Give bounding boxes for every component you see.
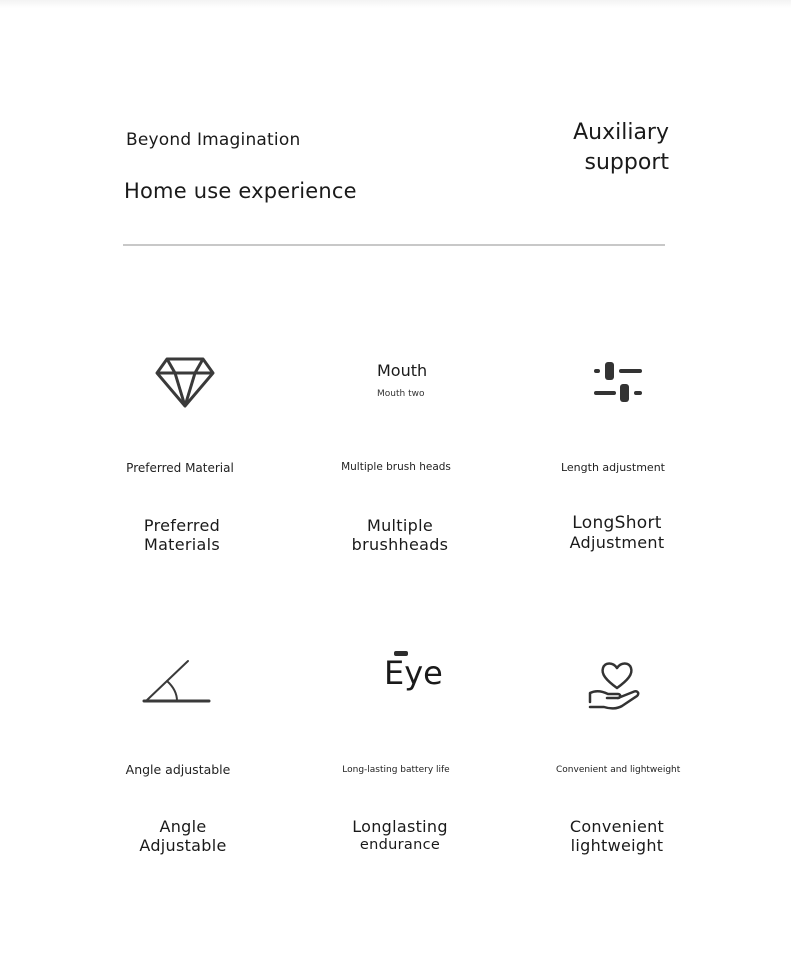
- headline: Home use experience: [124, 179, 357, 203]
- divider: [123, 244, 665, 246]
- feature-label-angle: [123, 817, 243, 855]
- feature-label-material-line-2: Materials: [143, 535, 221, 554]
- feature-label-brush: [340, 516, 460, 554]
- feature-label-angle-line-2: Adjustable: [139, 836, 227, 855]
- feature-label-battery-line-2: endurance: [359, 837, 441, 853]
- feature-caption-brush: Multiple brush heads: [341, 461, 451, 473]
- feature-label-length-line-2: Adjustment: [569, 533, 665, 552]
- feature-label-brush-line-2: brushheads: [351, 535, 449, 554]
- mouth-icon-text: Mouth: [377, 361, 428, 380]
- sliders-icon: [592, 360, 644, 404]
- top-fade: [0, 0, 791, 8]
- feature-caption-length: Length adjustment: [560, 461, 665, 474]
- side-title-line-1: Auxiliary: [573, 120, 669, 145]
- mouth-icon-subtext: Mouth two: [377, 389, 425, 399]
- feature-label-brush-line-1: Multiple: [367, 516, 433, 535]
- feature-label-battery-line-1: Longlasting: [352, 817, 448, 836]
- feature-label-length: [557, 513, 677, 552]
- side-title: [530, 118, 669, 178]
- feature-label-material: [122, 516, 242, 554]
- heart-hand-icon: [588, 660, 646, 712]
- feature-caption-battery: Long-lasting battery life: [342, 765, 450, 775]
- feature-label-angle-line-1: Angle: [159, 817, 207, 836]
- eye-icon-text: Eye: [384, 654, 443, 692]
- feature-caption-lightweight: Convenient and lightweight: [556, 765, 681, 775]
- feature-label-lightweight-line-1: Convenient: [569, 817, 665, 836]
- feature-caption-angle: Angle adjustable: [125, 762, 231, 777]
- diamond-icon: [155, 357, 215, 409]
- side-title-line-2: support: [584, 150, 669, 175]
- feature-label-lightweight: [557, 817, 677, 855]
- feature-label-length-line-1: LongShort: [572, 513, 662, 533]
- feature-caption-material: Preferred Material: [126, 461, 234, 475]
- feature-label-material-line-1: Preferred: [143, 516, 221, 535]
- tagline: Beyond Imagination: [126, 130, 301, 150]
- angle-icon: [142, 658, 212, 706]
- feature-label-battery: [340, 817, 460, 855]
- feature-label-lightweight-line-2: lightweight: [570, 836, 664, 855]
